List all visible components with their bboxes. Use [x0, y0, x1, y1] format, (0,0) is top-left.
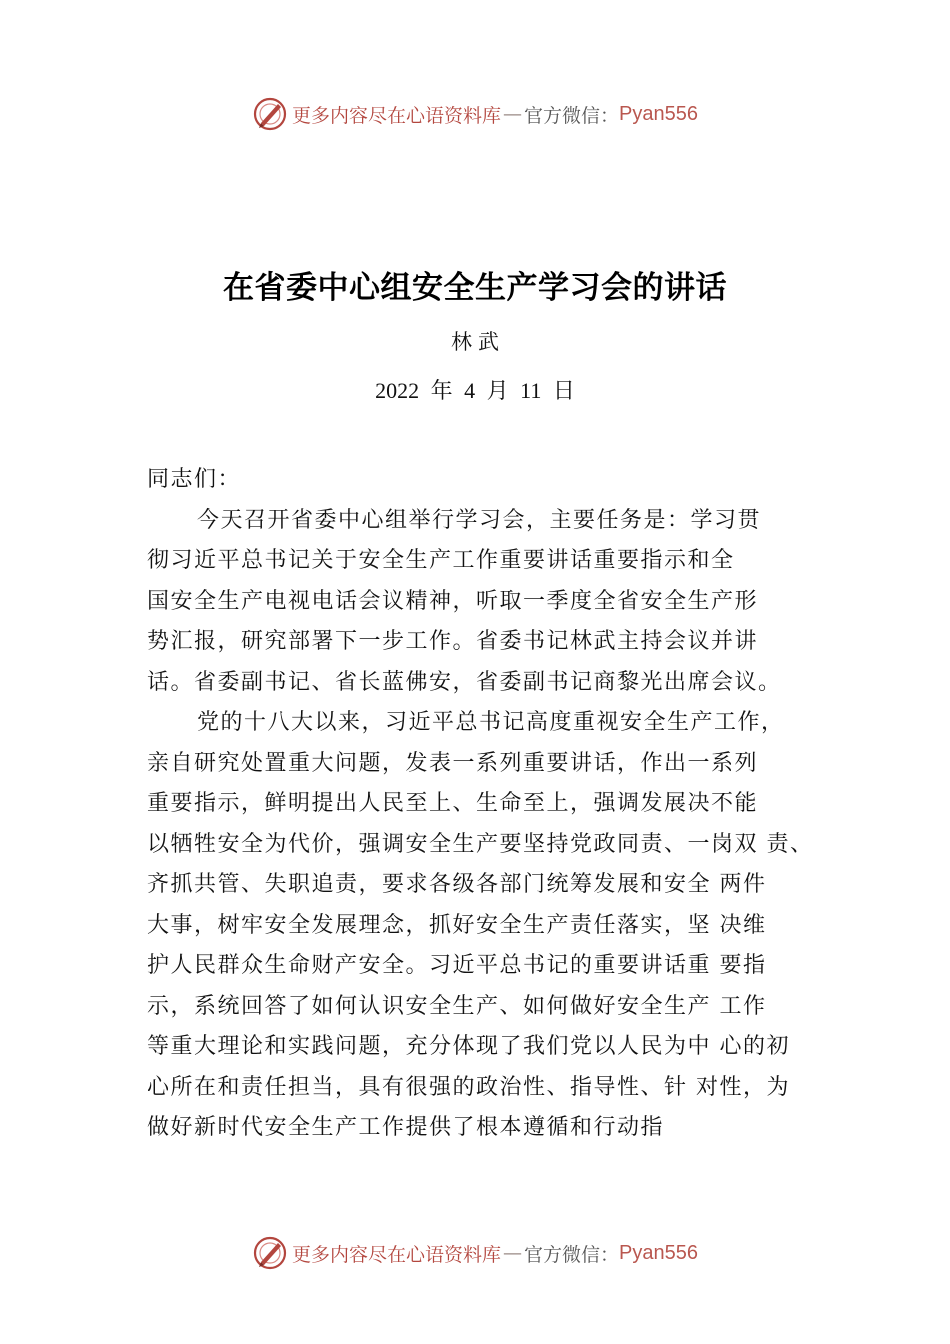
banner-wechat-id: Pyan556: [619, 102, 698, 125]
banner-wechat-label: 官方微信: [524, 104, 601, 127]
footer-banner: [0, 1233, 950, 1273]
document-title: 在省委中心组安全生产学习会的讲话: [223, 270, 727, 306]
banner-wechat-id: Pyan556: [619, 1241, 698, 1264]
banner-dash: —: [503, 103, 522, 125]
body-line: 示，系统回答了如何认识安全生产、如何做好安全生产 工作: [147, 993, 767, 1019]
body-line: 大事，树牢安全发展理念，抓好安全生产责任落实，坚 决维: [147, 912, 767, 938]
body-line: 等重大理论和实践问题，充分体现了我们党以人民为中 心的初: [147, 1034, 790, 1059]
body-line: 亲自研究处置重大问题，发表一系列重要讲话，作出一系列: [147, 750, 759, 776]
banner-colon: ：: [600, 1243, 620, 1266]
salutation: 同志们：: [147, 467, 242, 492]
body-line: 齐抓共管、失职追责，要求各级各部门统筹发展和安全 两件: [147, 872, 767, 897]
body-line: 护人民群众生命财产安全。习近平总书记的重要讲话重 要指: [147, 953, 767, 978]
body-line: 重要指示，鲜明提出人民至上、生命至上，强调发展决不能: [147, 791, 759, 816]
body-line: 势汇报，研究部署下一步工作。省委书记林武主持会议并讲: [147, 629, 759, 654]
header-banner: [0, 94, 950, 134]
body-line: 以牺牲安全为代价，强调安全生产要坚持党政同责、一岗双 责、: [147, 831, 814, 857]
document-body: [147, 460, 867, 1149]
pen-circle-logo-icon: [252, 1235, 288, 1271]
body-line: 党的十八大以来，习近平总书记高度重视安全生产工作，: [197, 710, 785, 735]
body-line: 彻习近平总书记关于安全生产工作重要讲话重要指示和全: [147, 548, 735, 573]
pen-circle-logo-icon: [252, 96, 288, 132]
banner-colon: ：: [600, 104, 620, 127]
document-date: 2022 年 4 月 11 日: [375, 378, 575, 403]
body-line: 国安全生产电视电话会议精神，听取一季度全省安全生产形: [147, 588, 759, 614]
document-author: 林武: [451, 330, 505, 354]
banner-brand-text: 更多内容尽在心语资料库: [291, 104, 501, 127]
body-line: 话。省委副书记、省长蓝佛安，省委副书记商黎光出席会议。: [147, 669, 782, 695]
body-line: 心所在和责任担当，具有很强的政治性、指导性、针 对性，为: [147, 1074, 790, 1100]
banner-brand-text: 更多内容尽在心语资料库: [291, 1243, 501, 1266]
body-line: 做好新时代安全生产工作提供了根本遵循和行动指: [147, 1115, 665, 1140]
banner-wechat-label: 官方微信: [524, 1243, 601, 1266]
banner-dash: —: [503, 1242, 522, 1264]
body-line: 今天召开省委中心组举行学习会，主要任务是：学习贯: [197, 507, 762, 533]
